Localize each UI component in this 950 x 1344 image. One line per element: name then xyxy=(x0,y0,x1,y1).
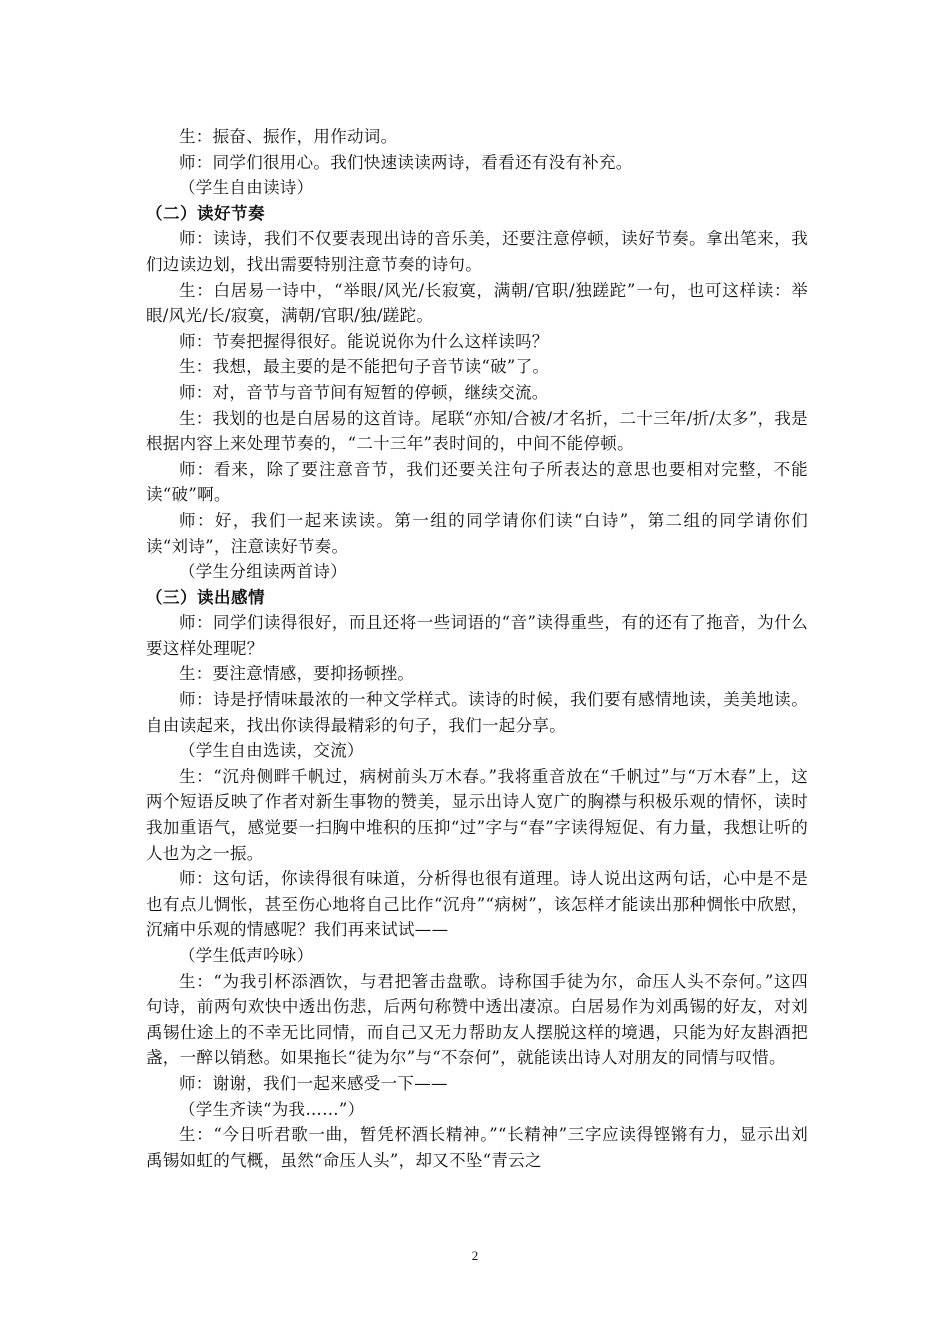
paragraph: 生：“今日听君歌一曲，暂凭杯酒长精神。”“长精神”三字应读得铿锵有力，显示出刘禹锡如虹的气概，虽然“命压人头”，却又不坠“青云之 xyxy=(146,1125,808,1170)
paragraph: 师：对，音节与音节间有短暂的停顿，继续交流。 xyxy=(179,382,549,402)
document-body xyxy=(146,124,808,1173)
paragraph: 师：读诗，我们不仅要表现出诗的音乐美，还要注意停顿，读好节奏。拿出笔来，我们边读边划，找出需要特别注意节奏的诗句。 xyxy=(146,229,808,274)
paragraph: 生：白居易一诗中，“举眼/风光/长寂寞，满朝/官职/独蹉跎”一句，也可这样读：举眼/风光/长/寂寞，满朝/官职/独/蹉跎。 xyxy=(146,280,808,326)
paragraph: 师：这句话，你读得很有味道，分析得也很有道理。诗人说出这两句话，心中是不是也有点儿惆怅，甚至伤心地将自己比作“沉舟”“病树”，该怎样才能读出那种惆怅中欣慰，沉痛中乐观的情感呢？我们再来试试—— xyxy=(146,869,808,940)
paragraph: （学生低声吟咏） xyxy=(179,946,314,965)
section-heading: （三）读出感情 xyxy=(146,587,265,607)
paragraph: 生：我划的也是白居易的这首诗。尾联“亦知/合被/才名折，二十三年/折/太多”，我是根据内容上来处理节奏的，“二十三年”表时间的，中间不能停顿。 xyxy=(146,408,808,454)
paragraph: 师：谢谢，我们一起来感受一下—— xyxy=(179,1073,448,1093)
paragraph: 生：“沉舟侧畔千帆过，病树前头万木春。”我将重音放在“千帆过”与“万木春”上，这两个短语反映了作者对新生事物的赞美，显示出诗人宽广的胸襟与积极乐观的情怀，读时我加重语气，感觉要一扫胸中堆积的压抑“过”字与“春”字读得短促、有力量，我想让听的人也为之一振。 xyxy=(146,766,808,863)
paragraph: 师：同学们读得很好，而且还将一些词语的“音”读得重些，有的还有了拖音，为什么要这样处理呢？ xyxy=(146,613,808,658)
section-heading: （二）读好节奏 xyxy=(146,203,265,223)
paragraph: 生：振奋、振作，用作动词。 xyxy=(179,127,398,146)
paragraph: 生：我想，最主要的是不能把句子音节读“破”了。 xyxy=(179,357,550,377)
paragraph: （学生自由读诗） xyxy=(179,178,314,198)
paragraph: 师：看来，除了要注意音节，我们还要关注句子所表达的意思也要相对完整，不能读“破”啊。 xyxy=(146,459,808,505)
paragraph: 师：同学们很用心。我们快速读读两诗，看看还有没有补充。 xyxy=(179,152,633,172)
paragraph: （学生齐读“为我……”） xyxy=(179,1099,365,1119)
paragraph: 生：要注意情感，要抑扬顿挫。 xyxy=(179,664,415,684)
paragraph: 师：诗是抒情味最浓的一种文学样式。读诗的时候，我们要有感情地读，美美地读。自由读起来，找出你读得最精彩的句子，我们一起分享。 xyxy=(146,690,808,735)
paragraph: 师：节奏把握得很好。能说说你为什么这样读吗？ xyxy=(179,331,549,351)
paragraph: （学生自由选读，交流） xyxy=(179,741,364,761)
paragraph: 生：“为我引杯添酒饮，与君把箸击盘歌。诗称国手徒为尔，命压人头不奈何。”这四句诗，前两句欢快中透出伤悲，后两句称赞中透出凄凉。白居易作为刘禹锡的好友，对刘禹锡仕途上的不幸无比同情，而自己又无力帮助友人摆脱这样的境遇，只能为好友斟酒把盏，一醉以销愁。如果拖长“徒为尔”与“不奈何”，就能读出诗人对朋友的同情与叹惜。 xyxy=(146,971,808,1068)
paragraph: 师：好，我们一起来读读。第一组的同学请你们读“白诗”，第二组的同学请你们读“刘诗”，注意读好节奏。 xyxy=(146,510,808,556)
paragraph: （学生分组读两首诗） xyxy=(179,562,347,582)
page-number: 2 xyxy=(471,1248,479,1263)
